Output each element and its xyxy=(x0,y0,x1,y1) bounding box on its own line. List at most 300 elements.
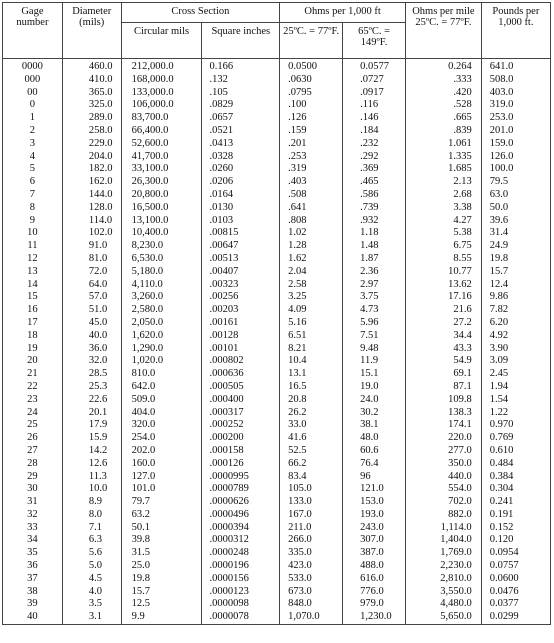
gage-number-cell: 12 xyxy=(3,253,63,266)
gage-number-cell: 10 xyxy=(3,227,63,240)
gage-number-cell: 3 xyxy=(3,138,63,151)
gage-number-cell: 20 xyxy=(3,355,63,368)
square-inches-cell: .000317 xyxy=(202,407,280,420)
square-inches-cell: .0000098 xyxy=(202,598,280,611)
square-inches-cell: .000252 xyxy=(202,419,280,432)
circular-mils-cell: 13,100.0 xyxy=(121,215,202,228)
pounds-cell: 0.304 xyxy=(481,483,550,496)
gage-number-cell: 00 xyxy=(3,87,63,100)
ohms-per-mile-cell: 4,480.0 xyxy=(406,598,482,611)
header-ohms-65c: 65ºC. = 149ºF. xyxy=(343,23,406,59)
ohms-65c-cell: 15.1 xyxy=(343,368,406,381)
circular-mils-cell: 404.0 xyxy=(121,407,202,420)
ohms-per-mile-cell: .665 xyxy=(406,112,482,125)
diameter-cell: 32.0 xyxy=(62,355,121,368)
ohms-25c-cell: .641 xyxy=(280,202,343,215)
ohms-25c-cell: 2.58 xyxy=(280,279,343,292)
pounds-cell: 63.0 xyxy=(481,189,550,202)
ohms-25c-cell: .126 xyxy=(280,112,343,125)
square-inches-cell: .000200 xyxy=(202,432,280,445)
ohms-25c-cell: 211.0 xyxy=(280,522,343,535)
circular-mils-cell: 52,600.0 xyxy=(121,138,202,151)
ohms-per-mile-cell: 702.0 xyxy=(406,496,482,509)
ohms-per-mile-cell: 34.4 xyxy=(406,330,482,343)
ohms-25c-cell: 1.28 xyxy=(280,240,343,253)
ohms-65c-cell: 5.96 xyxy=(343,317,406,330)
gage-number-cell: 16 xyxy=(3,304,63,317)
ohms-65c-cell: 2.36 xyxy=(343,266,406,279)
ohms-65c-cell: 96 xyxy=(343,471,406,484)
circular-mils-cell: 6,530.0 xyxy=(121,253,202,266)
ohms-65c-cell: 153.0 xyxy=(343,496,406,509)
table-row xyxy=(3,458,551,471)
square-inches-cell: .0103 xyxy=(202,215,280,228)
diameter-cell: 17.9 xyxy=(62,419,121,432)
table-row xyxy=(3,355,551,368)
diameter-cell: 72.0 xyxy=(62,266,121,279)
diameter-cell: 365.0 xyxy=(62,87,121,100)
gage-number-cell: 18 xyxy=(3,330,63,343)
table-row xyxy=(3,291,551,304)
gage-number-cell: 2 xyxy=(3,125,63,138)
table-row xyxy=(3,125,551,138)
ohms-65c-cell: 387.0 xyxy=(343,547,406,560)
gage-number-cell: 6 xyxy=(3,176,63,189)
table-row xyxy=(3,445,551,458)
square-inches-cell: .00256 xyxy=(202,291,280,304)
header-pounds-per-1000ft: Pounds per 1,000 ft. xyxy=(481,3,550,59)
diameter-cell: 15.9 xyxy=(62,432,121,445)
circular-mils-cell: 5,180.0 xyxy=(121,266,202,279)
table-row xyxy=(3,99,551,112)
square-inches-cell: .132 xyxy=(202,74,280,87)
ohms-65c-cell: .932 xyxy=(343,215,406,228)
table-row xyxy=(3,598,551,611)
diameter-cell: 229.0 xyxy=(62,138,121,151)
diameter-cell: 8.0 xyxy=(62,509,121,522)
circular-mils-cell: 9.9 xyxy=(121,611,202,624)
pounds-cell: 31.4 xyxy=(481,227,550,240)
diameter-cell: 114.0 xyxy=(62,215,121,228)
ohms-per-mile-cell: .333 xyxy=(406,74,482,87)
ohms-25c-cell: .201 xyxy=(280,138,343,151)
square-inches-cell: .000636 xyxy=(202,368,280,381)
gage-number-cell: 24 xyxy=(3,407,63,420)
ohms-per-mile-cell: 54.9 xyxy=(406,355,482,368)
ohms-65c-cell: 11.9 xyxy=(343,355,406,368)
ohms-25c-cell: 20.8 xyxy=(280,394,343,407)
square-inches-cell: .00101 xyxy=(202,343,280,356)
gage-number-cell: 0000 xyxy=(3,59,63,74)
table-row xyxy=(3,215,551,228)
ohms-65c-cell: 1.87 xyxy=(343,253,406,266)
circular-mils-cell: 127.0 xyxy=(121,471,202,484)
diameter-cell: 258.0 xyxy=(62,125,121,138)
diameter-cell: 204.0 xyxy=(62,151,121,164)
diameter-cell: 6.3 xyxy=(62,534,121,547)
square-inches-cell: .0829 xyxy=(202,99,280,112)
gage-number-cell: 33 xyxy=(3,522,63,535)
diameter-cell: 4.0 xyxy=(62,586,121,599)
diameter-cell: 64.0 xyxy=(62,279,121,292)
ohms-65c-cell: 1,230.0 xyxy=(343,611,406,624)
ohms-65c-cell: 19.0 xyxy=(343,381,406,394)
table-row xyxy=(3,253,551,266)
square-inches-cell: .0657 xyxy=(202,112,280,125)
ohms-65c-cell: 30.2 xyxy=(343,407,406,420)
table-row xyxy=(3,509,551,522)
pounds-cell: 0.191 xyxy=(481,509,550,522)
ohms-65c-cell: 979.0 xyxy=(343,598,406,611)
square-inches-cell: .00323 xyxy=(202,279,280,292)
ohms-25c-cell: 33.0 xyxy=(280,419,343,432)
ohms-per-mile-cell: 2,810.0 xyxy=(406,573,482,586)
pounds-cell: 159.0 xyxy=(481,138,550,151)
diameter-cell: 182.0 xyxy=(62,163,121,176)
pounds-cell: 126.0 xyxy=(481,151,550,164)
ohms-65c-cell: .465 xyxy=(343,176,406,189)
diameter-cell: 57.0 xyxy=(62,291,121,304)
ohms-25c-cell: 6.51 xyxy=(280,330,343,343)
ohms-per-mile-cell: 174.1 xyxy=(406,419,482,432)
gage-number-cell: 0 xyxy=(3,99,63,112)
ohms-65c-cell: .0917 xyxy=(343,87,406,100)
square-inches-cell: .0521 xyxy=(202,125,280,138)
ohms-per-mile-cell: 1.061 xyxy=(406,138,482,151)
ohms-per-mile-cell: 0.264 xyxy=(406,59,482,74)
ohms-per-mile-cell: 277.0 xyxy=(406,445,482,458)
square-inches-cell: .105 xyxy=(202,87,280,100)
circular-mils-cell: 50.1 xyxy=(121,522,202,535)
ohms-65c-cell: 243.0 xyxy=(343,522,406,535)
ohms-25c-cell: .0795 xyxy=(280,87,343,100)
table-row xyxy=(3,368,551,381)
table-row xyxy=(3,189,551,202)
pounds-cell: 1.54 xyxy=(481,394,550,407)
table-row xyxy=(3,381,551,394)
ohms-65c-cell: 60.6 xyxy=(343,445,406,458)
ohms-per-mile-cell: 4.27 xyxy=(406,215,482,228)
ohms-25c-cell: 673.0 xyxy=(280,586,343,599)
pounds-cell: 0.0377 xyxy=(481,598,550,611)
ohms-65c-cell: .369 xyxy=(343,163,406,176)
square-inches-cell: .000400 xyxy=(202,394,280,407)
ohms-per-mile-cell: 10.77 xyxy=(406,266,482,279)
gage-number-cell: 30 xyxy=(3,483,63,496)
ohms-65c-cell: 488.0 xyxy=(343,560,406,573)
gage-number-cell: 34 xyxy=(3,534,63,547)
square-inches-cell: .0000078 xyxy=(202,611,280,624)
pounds-cell: 0.120 xyxy=(481,534,550,547)
pounds-cell: 2.45 xyxy=(481,368,550,381)
diameter-cell: 81.0 xyxy=(62,253,121,266)
ohms-25c-cell: 52.5 xyxy=(280,445,343,458)
ohms-25c-cell: 105.0 xyxy=(280,483,343,496)
diameter-cell: 128.0 xyxy=(62,202,121,215)
circular-mils-cell: 160.0 xyxy=(121,458,202,471)
gage-number-cell: 15 xyxy=(3,291,63,304)
diameter-cell: 11.3 xyxy=(62,471,121,484)
square-inches-cell: .00161 xyxy=(202,317,280,330)
ohms-25c-cell: 13.1 xyxy=(280,368,343,381)
ohms-65c-cell: 3.75 xyxy=(343,291,406,304)
table-header xyxy=(3,3,551,59)
circular-mils-cell: 19.8 xyxy=(121,573,202,586)
gage-number-cell: 38 xyxy=(3,586,63,599)
circular-mils-cell: 202.0 xyxy=(121,445,202,458)
square-inches-cell: .0206 xyxy=(202,176,280,189)
diameter-cell: 5.6 xyxy=(62,547,121,560)
table-body xyxy=(3,59,551,625)
gage-number-cell: 27 xyxy=(3,445,63,458)
square-inches-cell: .0000312 xyxy=(202,534,280,547)
gage-number-cell: 23 xyxy=(3,394,63,407)
circular-mils-cell: 509.0 xyxy=(121,394,202,407)
table-row xyxy=(3,586,551,599)
ohms-25c-cell: .808 xyxy=(280,215,343,228)
ohms-25c-cell: 266.0 xyxy=(280,534,343,547)
circular-mils-cell: 642.0 xyxy=(121,381,202,394)
pounds-cell: 0.0299 xyxy=(481,611,550,624)
ohms-per-mile-cell: 5,650.0 xyxy=(406,611,482,624)
table-row xyxy=(3,138,551,151)
diameter-cell: 40.0 xyxy=(62,330,121,343)
diameter-cell: 36.0 xyxy=(62,343,121,356)
diameter-cell: 410.0 xyxy=(62,74,121,87)
square-inches-cell: .0328 xyxy=(202,151,280,164)
table-row xyxy=(3,471,551,484)
table-row xyxy=(3,112,551,125)
diameter-cell: 325.0 xyxy=(62,99,121,112)
ohms-per-mile-cell: 3,550.0 xyxy=(406,586,482,599)
pounds-cell: 0.0476 xyxy=(481,586,550,599)
ohms-per-mile-cell: 1,769.0 xyxy=(406,547,482,560)
pounds-cell: 403.0 xyxy=(481,87,550,100)
ohms-25c-cell: 5.16 xyxy=(280,317,343,330)
ohms-25c-cell: .100 xyxy=(280,99,343,112)
circular-mils-cell: 810.0 xyxy=(121,368,202,381)
diameter-cell: 3.5 xyxy=(62,598,121,611)
diameter-cell: 25.3 xyxy=(62,381,121,394)
ohms-25c-cell: 26.2 xyxy=(280,407,343,420)
table-row xyxy=(3,522,551,535)
diameter-cell: 28.5 xyxy=(62,368,121,381)
ohms-25c-cell: 66.2 xyxy=(280,458,343,471)
pounds-cell: 79.5 xyxy=(481,176,550,189)
diameter-cell: 20.1 xyxy=(62,407,121,420)
circular-mils-cell: 3,260.0 xyxy=(121,291,202,304)
pounds-cell: 6.20 xyxy=(481,317,550,330)
gage-number-cell: 17 xyxy=(3,317,63,330)
circular-mils-cell: 168,000.0 xyxy=(121,74,202,87)
table-row xyxy=(3,163,551,176)
ohms-25c-cell: 3.25 xyxy=(280,291,343,304)
circular-mils-cell: 1,020.0 xyxy=(121,355,202,368)
header-square-inches: Square inches xyxy=(202,23,280,59)
square-inches-cell: 0.166 xyxy=(202,59,280,74)
ohms-25c-cell: .159 xyxy=(280,125,343,138)
ohms-per-mile-cell: 2.68 xyxy=(406,189,482,202)
ohms-25c-cell: 1.62 xyxy=(280,253,343,266)
ohms-per-mile-cell: 440.0 xyxy=(406,471,482,484)
ohms-25c-cell: .508 xyxy=(280,189,343,202)
circular-mils-cell: 2,580.0 xyxy=(121,304,202,317)
table-row xyxy=(3,227,551,240)
ohms-25c-cell: 8.21 xyxy=(280,343,343,356)
gage-number-cell: 37 xyxy=(3,573,63,586)
circular-mils-cell: 66,400.0 xyxy=(121,125,202,138)
circular-mils-cell: 101.0 xyxy=(121,483,202,496)
ohms-per-mile-cell: .839 xyxy=(406,125,482,138)
ohms-per-mile-cell: 350.0 xyxy=(406,458,482,471)
ohms-65c-cell: 307.0 xyxy=(343,534,406,547)
circular-mils-cell: 83,700.0 xyxy=(121,112,202,125)
table-row xyxy=(3,202,551,215)
pounds-cell: 39.6 xyxy=(481,215,550,228)
ohms-25c-cell: .319 xyxy=(280,163,343,176)
pounds-cell: 0.152 xyxy=(481,522,550,535)
circular-mils-cell: 31.5 xyxy=(121,547,202,560)
square-inches-cell: .0000123 xyxy=(202,586,280,599)
diameter-cell: 3.1 xyxy=(62,611,121,624)
gage-number-cell: 26 xyxy=(3,432,63,445)
circular-mils-cell: 12.5 xyxy=(121,598,202,611)
circular-mils-cell: 4,110.0 xyxy=(121,279,202,292)
ohms-65c-cell: .739 xyxy=(343,202,406,215)
diameter-cell: 162.0 xyxy=(62,176,121,189)
ohms-per-mile-cell: 882.0 xyxy=(406,509,482,522)
ohms-65c-cell: .0727 xyxy=(343,74,406,87)
pounds-cell: 0.769 xyxy=(481,432,550,445)
gage-number-cell: 21 xyxy=(3,368,63,381)
circular-mils-cell: 63.2 xyxy=(121,509,202,522)
ohms-per-mile-cell: 1,404.0 xyxy=(406,534,482,547)
diameter-cell: 45.0 xyxy=(62,317,121,330)
table-row xyxy=(3,74,551,87)
ohms-25c-cell: 10.4 xyxy=(280,355,343,368)
ohms-per-mile-cell: 3.38 xyxy=(406,202,482,215)
pounds-cell: 7.82 xyxy=(481,304,550,317)
ohms-65c-cell: 2.97 xyxy=(343,279,406,292)
diameter-cell: 22.6 xyxy=(62,394,121,407)
circular-mils-cell: 8,230.0 xyxy=(121,240,202,253)
table-row xyxy=(3,573,551,586)
pounds-cell: 508.0 xyxy=(481,74,550,87)
header-ohms-per-mile: Ohms per mile 25ºC. = 77ºF. xyxy=(406,3,482,59)
gage-number-cell: 11 xyxy=(3,240,63,253)
square-inches-cell: .0000394 xyxy=(202,522,280,535)
gage-number-cell: 40 xyxy=(3,611,63,624)
ohms-per-mile-cell: 13.62 xyxy=(406,279,482,292)
pounds-cell: 0.241 xyxy=(481,496,550,509)
square-inches-cell: .00203 xyxy=(202,304,280,317)
ohms-65c-cell: .146 xyxy=(343,112,406,125)
circular-mils-cell: 212,000.0 xyxy=(121,59,202,74)
ohms-25c-cell: 41.6 xyxy=(280,432,343,445)
pounds-cell: 4.92 xyxy=(481,330,550,343)
table-row xyxy=(3,266,551,279)
square-inches-cell: .00128 xyxy=(202,330,280,343)
ohms-per-mile-cell: 17.16 xyxy=(406,291,482,304)
pounds-cell: 1.94 xyxy=(481,381,550,394)
ohms-25c-cell: .253 xyxy=(280,151,343,164)
ohms-65c-cell: 121.0 xyxy=(343,483,406,496)
ohms-per-mile-cell: 87.1 xyxy=(406,381,482,394)
gage-number-cell: 31 xyxy=(3,496,63,509)
ohms-25c-cell: 83.4 xyxy=(280,471,343,484)
ohms-65c-cell: 1.48 xyxy=(343,240,406,253)
diameter-cell: 4.5 xyxy=(62,573,121,586)
ohms-65c-cell: .232 xyxy=(343,138,406,151)
table-row xyxy=(3,240,551,253)
table-row xyxy=(3,547,551,560)
diameter-cell: 14.2 xyxy=(62,445,121,458)
ohms-per-mile-cell: 138.3 xyxy=(406,407,482,420)
ohms-65c-cell: 38.1 xyxy=(343,419,406,432)
table-row xyxy=(3,87,551,100)
ohms-per-mile-cell: 1.335 xyxy=(406,151,482,164)
square-inches-cell: .00513 xyxy=(202,253,280,266)
ohms-65c-cell: 7.51 xyxy=(343,330,406,343)
table-row xyxy=(3,407,551,420)
ohms-25c-cell: 0.0500 xyxy=(280,59,343,74)
wire-gage-table xyxy=(2,2,551,625)
table-row xyxy=(3,483,551,496)
ohms-per-mile-cell: .420 xyxy=(406,87,482,100)
ohms-65c-cell: .292 xyxy=(343,151,406,164)
ohms-65c-cell: .586 xyxy=(343,189,406,202)
table-row xyxy=(3,317,551,330)
table-row xyxy=(3,394,551,407)
gage-number-cell: 7 xyxy=(3,189,63,202)
table-row xyxy=(3,176,551,189)
diameter-cell: 460.0 xyxy=(62,59,121,74)
ohms-25c-cell: 533.0 xyxy=(280,573,343,586)
circular-mils-cell: 254.0 xyxy=(121,432,202,445)
pounds-cell: 641.0 xyxy=(481,59,550,74)
pounds-cell: 253.0 xyxy=(481,112,550,125)
diameter-cell: 144.0 xyxy=(62,189,121,202)
ohms-65c-cell: 0.0577 xyxy=(343,59,406,74)
square-inches-cell: .0000995 xyxy=(202,471,280,484)
square-inches-cell: .0000156 xyxy=(202,573,280,586)
diameter-cell: 8.9 xyxy=(62,496,121,509)
gage-number-cell: 000 xyxy=(3,74,63,87)
ohms-per-mile-cell: 1,114.0 xyxy=(406,522,482,535)
diameter-cell: 51.0 xyxy=(62,304,121,317)
pounds-cell: 19.8 xyxy=(481,253,550,266)
ohms-65c-cell: 24.0 xyxy=(343,394,406,407)
gage-number-cell: 36 xyxy=(3,560,63,573)
gage-number-cell: 35 xyxy=(3,547,63,560)
ohms-per-mile-cell: 5.38 xyxy=(406,227,482,240)
ohms-per-mile-cell: 2,230.0 xyxy=(406,560,482,573)
circular-mils-cell: 1,620.0 xyxy=(121,330,202,343)
square-inches-cell: .0000626 xyxy=(202,496,280,509)
ohms-65c-cell: 776.0 xyxy=(343,586,406,599)
pounds-cell: 0.384 xyxy=(481,471,550,484)
pounds-cell: 0.484 xyxy=(481,458,550,471)
ohms-25c-cell: 423.0 xyxy=(280,560,343,573)
square-inches-cell: .000158 xyxy=(202,445,280,458)
gage-number-cell: 19 xyxy=(3,343,63,356)
diameter-cell: 5.0 xyxy=(62,560,121,573)
circular-mils-cell: 20,800.0 xyxy=(121,189,202,202)
gage-number-cell: 32 xyxy=(3,509,63,522)
table-row xyxy=(3,560,551,573)
diameter-cell: 289.0 xyxy=(62,112,121,125)
header-gage-number: Gage number xyxy=(3,3,63,59)
